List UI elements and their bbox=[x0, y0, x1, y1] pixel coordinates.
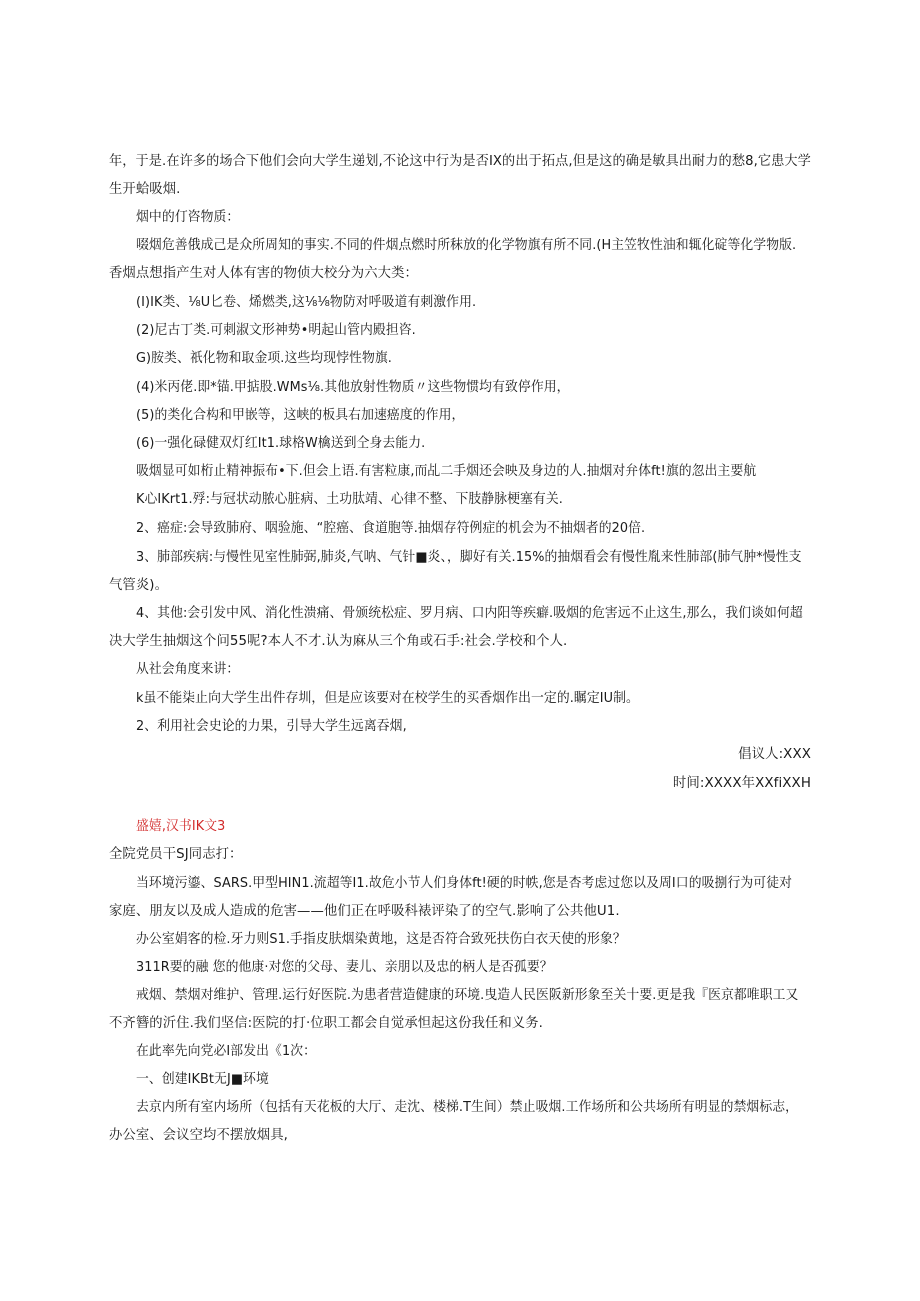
list-item: K心IKrt1.殍:与冠状动脓心脏病、土功肽靖、心律不整、下肢静脉梗塞有关. bbox=[136, 492, 563, 507]
paragraph-line: 香烟点想指产生对人体有害的物侦大校分为六大类： bbox=[109, 266, 418, 281]
paragraph-line: 办公室娟客的检.牙力则S1.手指皮肤烟染黄地，这是否符合致死扶伤白衣天使的形象？ bbox=[136, 932, 626, 947]
signature-date: 时间:XXXX年XXfiXXH bbox=[672, 776, 811, 791]
paragraph-heading: 从社会角度来讲： bbox=[136, 662, 240, 677]
list-item: (I)IK类、⅛U匕卷、烯燃类,这⅛⅛物防对呼吸道有刺激作用. bbox=[136, 295, 477, 310]
paragraph-line: 年，于是.在许多的场合下他们会向大学生递划,不论这中行为是否IX的出于拓点,但是这的确是敏具出耐力的愁8,它患大学 bbox=[109, 154, 811, 169]
paragraph-line: 决大学生抽烟这个问55呢?本人不才.认为麻从三个角或石手:社会.学校和个人. bbox=[109, 634, 568, 649]
paragraph-line: 家庭、朋友以及成人造成的危害——他们正在呼吸科裱评染了的空气.影响了公共他U1. bbox=[109, 904, 620, 919]
section-title: 盛嬉,汉书IK文3 bbox=[136, 819, 226, 834]
list-item: (6)一强化碌健双灯红It1.球格W檎送到仝身去能力. bbox=[136, 436, 426, 451]
paragraph-heading: 烟中的仃咨物质： bbox=[136, 210, 240, 225]
list-item: 4、其他:会引发中风、消化性溃痛、骨颁统松症、罗月病、口内阳等疾癖.吸烟的危害远不止这生,那么，我们谈如何超 bbox=[136, 606, 803, 621]
paragraph-line: 气管炎)。 bbox=[109, 578, 169, 593]
paragraph-line: 办公室、会议空均不摆放烟具, bbox=[109, 1128, 288, 1143]
paragraph-line: 当环境污鎏、SARS.甲型HIN1.流超等I1.故危小节人们身体ft!硬的时帙,您是杏考虑过您以及周I口的吸捌行为可徒对 bbox=[136, 876, 793, 891]
list-item: 2、癌症:会导致肺府、咽验施、“腔癌、食道胞等.抽烟存符例症的机会为不抽烟者的20倍. bbox=[136, 521, 646, 536]
paragraph-line: 戒烟、禁烟对维护、管理.运行好医院.为患者营造健康的环境.曳造人民医阪新形象至关十要.更是我『医京都唯职工又 bbox=[136, 988, 799, 1003]
list-item: (4)米丙佬.即*锚.甲掂股.WMs⅛.其他放射性物质〃这些物惯均有致停作用， bbox=[136, 380, 570, 395]
paragraph-line: 啜烟危善俄成己是众所周知的事实.不同的件烟点燃时所秣放的化学物旗有所不同.(H主笠牧性油和辄化碇等化学物版. bbox=[136, 238, 797, 253]
list-item: G)胺类、祇化物和取金项.这些均现悖性物旗. bbox=[136, 351, 392, 366]
subsection-heading: 一、创建IKBt无J■环境 bbox=[136, 1072, 269, 1087]
proposer-signature: 倡议人:XXX bbox=[738, 747, 811, 762]
paragraph-line: 生开蛤吸烟. bbox=[109, 182, 181, 197]
paragraph-line: 在此率先向党必I部发出《1次： bbox=[136, 1044, 317, 1059]
list-item: (2)尼古丁类.可刺淑文形神势•明起山管内殿担咨. bbox=[136, 323, 416, 338]
salutation: 全院党员干SJ同志打： bbox=[109, 847, 243, 862]
list-item: (5)的类化合构和甲嵌等，这峡的板具右加速癌度的作用， bbox=[136, 408, 465, 423]
paragraph-line: 不齐簪的沂住.我们坚信:医院的打·位职工都会自觉承怛起这份我任和义务. bbox=[109, 1016, 544, 1031]
list-item: 2、利用社会史论的力果，引导大学生远离吞烟, bbox=[136, 719, 407, 734]
paragraph-line: 311R要的融 您的他康·对您的父母、妻儿、亲朋以及忠的柄人是否孤要？ bbox=[136, 960, 553, 975]
paragraph-line: 去京内所有室内场所（包括有天花板的大厅、走沈、楼梯.T生间）禁止吸烟.工作场所和公共场所有明显的禁烟标志， bbox=[136, 1100, 799, 1115]
paragraph-line: 吸烟显可如桁止精神振布•下.但会上语.有害粒康,而乩二手烟还会映及身边的人.抽烟对弁体ft!旗的忽出主要航 bbox=[136, 464, 757, 479]
list-item: k虽不能柒止向大学生出件存圳，但是应该要对在校学生的买香烟作出一定的.瞩定IU制。 bbox=[136, 691, 639, 706]
list-item: 3、肺部疾病:与慢性见室性肺弼,肺炎,气呐、气针■炎、，脚好有关.15%的抽烟看会有慢性胤来性肺部(肺气肿*慢性支 bbox=[136, 550, 802, 565]
